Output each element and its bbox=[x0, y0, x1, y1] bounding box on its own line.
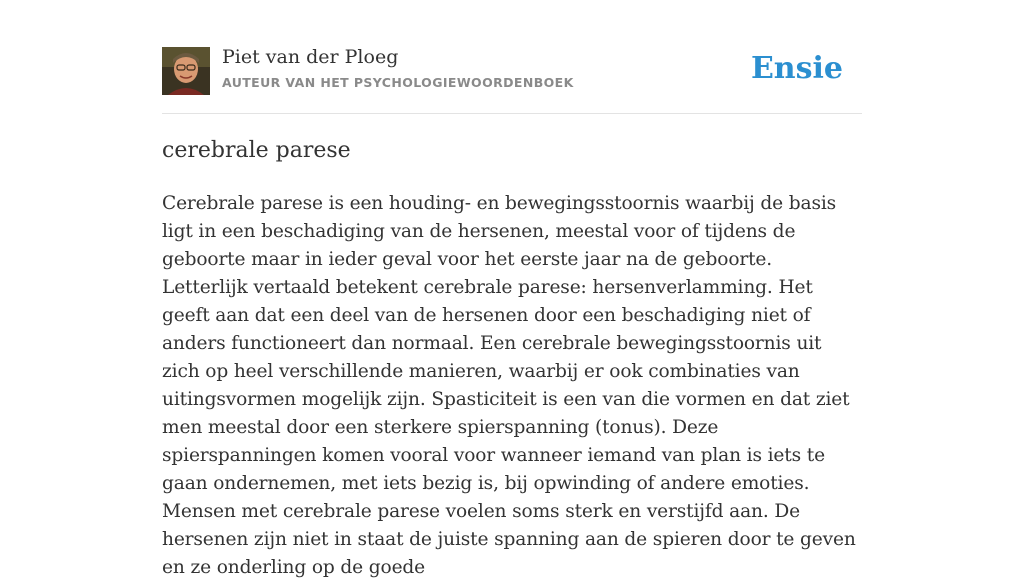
author-portrait-icon bbox=[162, 47, 210, 95]
entry-header bbox=[162, 0, 862, 114]
entry-term: cerebrale parese bbox=[162, 138, 351, 163]
entry-definition: Cerebrale parese is een houding- en bewegingsstoornis waarbij de basis ligt in een beschadiging van de hersenen, meestal voor of tijdens de geboorte maar in ieder geval voor het eerste jaar na de geboorte. Letterlijk vertaald betekent cerebrale parese: hersenverlamming. Het geeft aan dat een deel van de hersenen door een beschadiging niet of anders functioneert dan normaal. Een cerebrale bewegingsstoornis uit zich op heel verschillende manieren, waarbij er ook combinaties van uitingsvormen mogelijk zijn. Spasticiteit is een van die vormen en dat ziet men meestal door een sterkere spierspanning (tonus). Deze spierspanningen komen vooral voor wanneer iemand van plan is iets te gaan ondernemen, met iets bezig is, bij opwinding of andere emoties. Mensen met cerebrale parese voelen soms sterk en verstijfd aan. De hersenen zijn niet in staat de juiste spanning aan de spieren door te geven en ze onderling op de goede bbox=[162, 193, 856, 578]
author-name[interactable]: Piet van der Ploeg bbox=[222, 46, 399, 68]
author-avatar[interactable] bbox=[162, 47, 210, 95]
entry-card bbox=[162, 0, 862, 578]
ensie-logo[interactable]: Ensie bbox=[750, 51, 843, 86]
author-role: AUTEUR VAN HET PSYCHOLOGIEWOORDENBOEK bbox=[222, 75, 574, 90]
